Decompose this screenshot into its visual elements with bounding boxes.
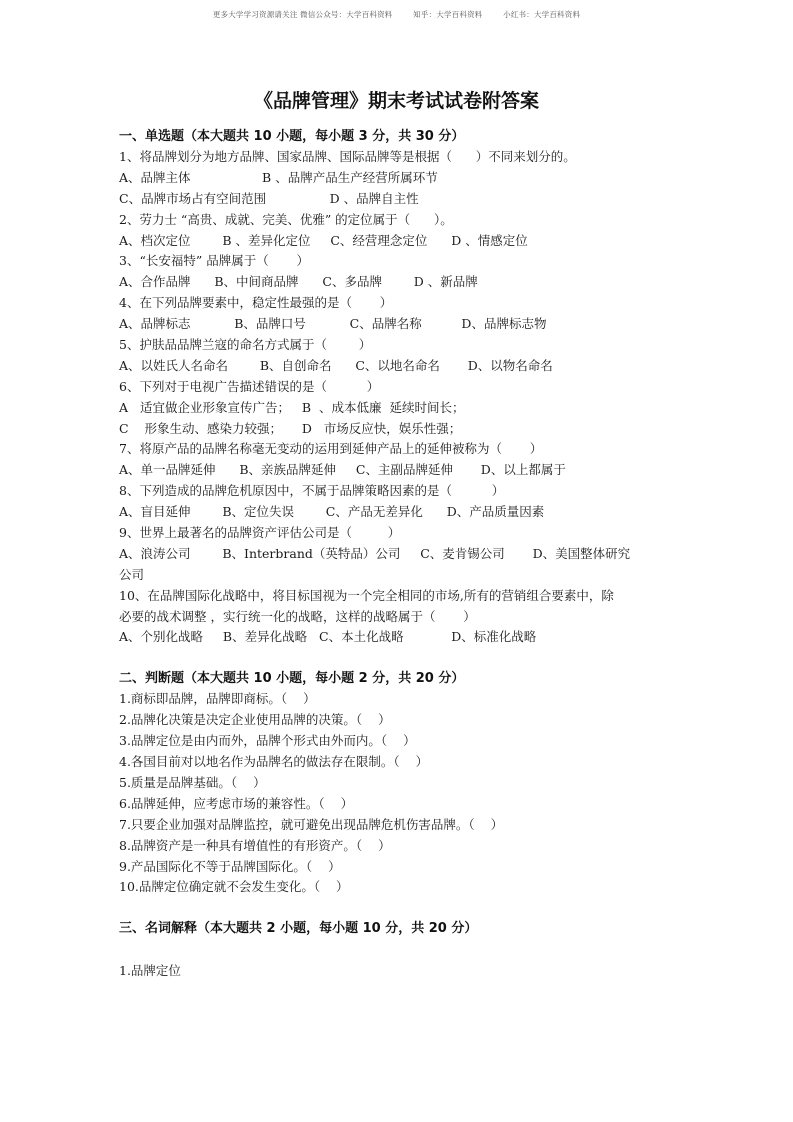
exam-content [119,126,679,982]
option-line: C 形象生动、感染力较强； D 市场反应快，娱乐性强； [119,420,462,436]
option-line: A 适宜做企业形象宣传广告； B 、成本低廉 延续时间长； [119,399,465,415]
section-term-definition [119,918,679,982]
option-line: A、合作品牌 B、中间商品牌 C、多品牌 D 、新品牌 [119,274,478,290]
option-line: A、档次定位 B 、差异化定位 C、经营理念定位 D 、情感定位 [119,232,528,248]
question-line: 3.品牌定位是由内而外，品牌个形式由外而内。（ ） [119,733,416,749]
option-line: A、品牌标志 B、品牌口号 C、品牌名称 D、品牌标志物 [119,316,547,332]
question-line: 1.商标即品牌，品牌即商标。（ ） [119,691,316,707]
option-line: A、以姓氏人名命名 B、自创命名 C、以地名命名 D、以物名命名 [119,357,553,373]
question-line: 2.品牌化决策是决定企业使用品牌的决策。（ ） [119,712,391,728]
question-line: 2、劳力士 “高贵、成就、完美、优雅” 的定位属于（ ）。 [119,211,453,227]
question-line: 必要的战术调整 ，实行统一化的战略，这样的战略属于（ ） [119,608,476,624]
option-line: A、浪涛公司 B、Interbrand（英特品）公司 C、麦肯锡公司 D、美国整体研究 [119,545,631,561]
question-line: 3、“长安福特” 品牌属于（ ） [119,253,310,269]
section-heading-true-false: 二、判断题（本大题共 10 小题，每小题 2 分，共 20 分） [119,671,465,687]
question-line: 8.品牌资产是一种具有增值性的有形资产。（ ） [119,837,391,853]
question-line: 5、护肤品品牌兰寇的命名方式属于（ ） [119,337,372,353]
question-line: 6.品牌延伸，应考虑市场的兼容性。（ ） [119,795,354,811]
question-line: 8、下列造成的品牌危机原因中，不属于品牌策略因素的是（ ） [119,483,505,499]
question-line: 7、将原产品的品牌名称毫无变动的运用到延伸产品上的延伸被称为（ ） [119,441,543,457]
option-line: A、个别化战略 B、差异化战略 C、本土化战略 D、标准化战略 [119,629,537,645]
page-title: 《品牌管理》期末考试试卷附答案 [253,90,539,112]
question-line: 9、世界上最著名的品牌资产评估公司是（ ） [119,525,401,541]
section-single-choice [119,126,679,648]
question-line: 4.各国目前对以地名作为品牌名的做法存在限制。（ ） [119,754,429,770]
question-line: 1、将品牌划分为地方品牌、国家品牌、国际品牌等是根据（ ）不同来划分的。 [119,149,576,164]
question-line: 10.品牌定位确定就不会发生变化。（ ） [119,879,349,895]
option-line: C、品牌市场占有空间范围 D 、品牌自主性 [119,190,419,206]
question-line: 6、下列对于电视广告描述错误的是（ ） [119,378,380,394]
question-line: 7.只要企业加强对品牌监控，就可避免出现品牌危机伤害品牌。（ ） [119,816,504,832]
question-line: 5.质量是品牌基础。（ ） [119,774,266,790]
section-spacer [119,648,679,668]
option-line: A、单一品牌延伸 B、亲族品牌延伸 C、主副品牌延伸 D、以上都属于 [119,462,566,478]
section-true-false [119,668,679,898]
question-line: 10、在品牌国际化战略中，将目标国视为一个完全相同的市场,所有的营销组合要素中，除 [119,587,614,603]
section-heading-single-choice: 一、单选题（本大题共 10 小题，每小题 3 分，共 30 分） [119,129,465,144]
section-spacer [119,939,679,961]
page-header: 更多大学学习资源请关注 微信公众号：大学百科资料 知乎：大学百科资料 小红书：大学百科资料 [212,10,581,19]
question-line: 1.品牌定位 [119,963,181,979]
option-line: A、品牌主体 B 、品牌产品生产经营所属环节 [119,169,438,185]
option-line: A、盲目延伸 B、定位失误 C、产品无差异化 D、产品质量因素 [119,504,545,520]
question-line: 4、在下列品牌要素中，稳定性最强的是（ ） [119,295,393,311]
section-spacer [119,898,679,918]
question-line: 9.产品国际化不等于品牌国际化。（ ） [119,858,341,874]
option-line: 公司 [119,566,145,582]
section-heading-term-definition: 三、名词解释（本大题共 2 小题，每小题 10 分，共 20 分） [119,921,478,937]
